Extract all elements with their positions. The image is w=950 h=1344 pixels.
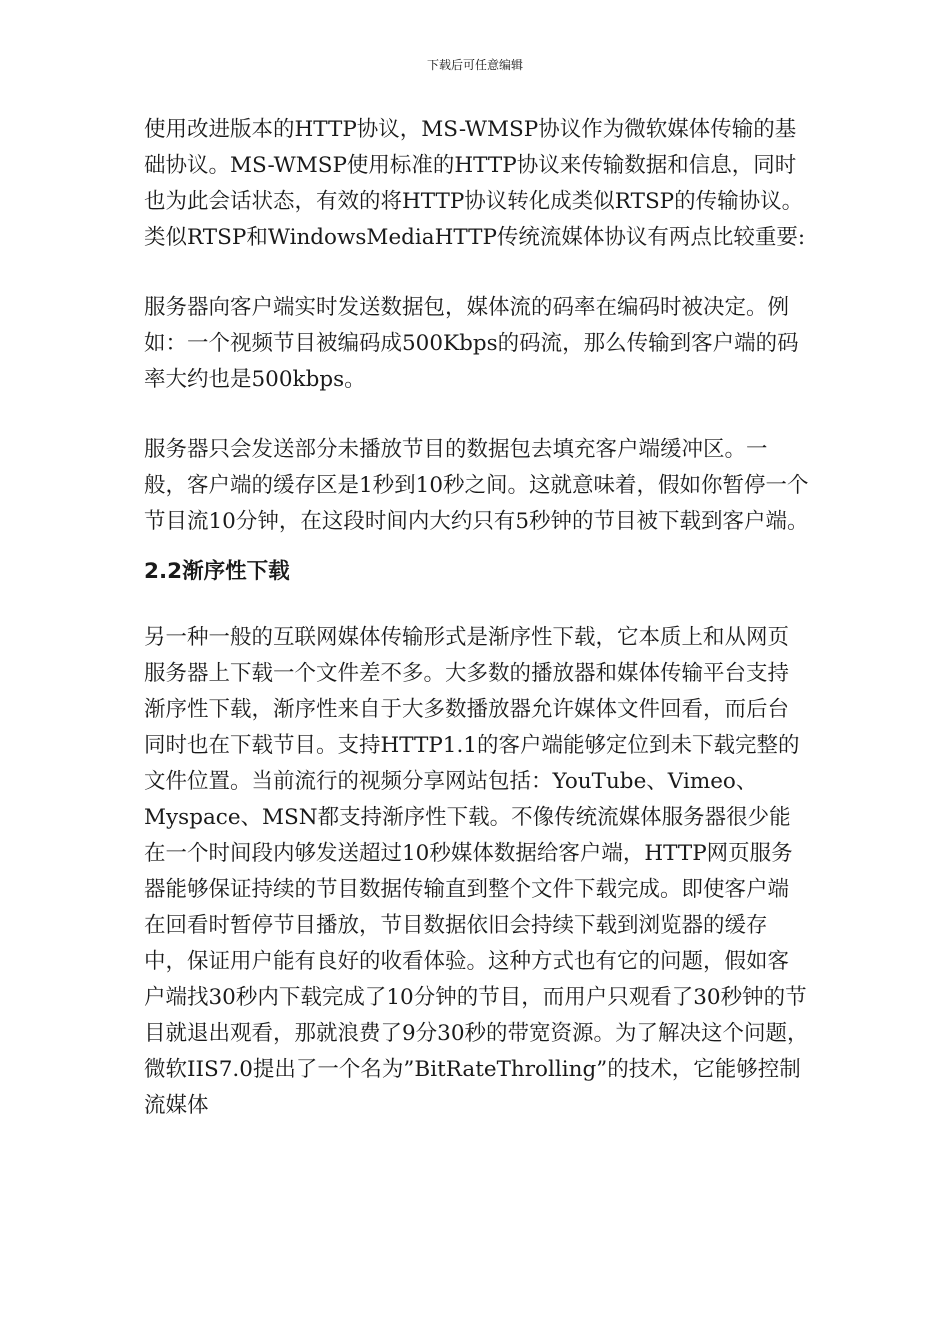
paragraph-ms-wmsp: 使用改进版本的HTTP协议，MS-WMSP协议作为微软媒体传输的基础协议。MS-WMSP使用标准的HTTP协议来传输数据和信息，同时也为此会话状态，有效的将HTTP协议转化成类似RTSP的传输协议。类似RTSP和WindowsMediaHTTP传统流媒体协议有两点比较重要:: [144, 117, 806, 250]
page-header: 下载后可任意编辑: [426, 58, 523, 72]
paragraph-spacer: [144, 256, 809, 290]
paragraph-spacer: [144, 398, 809, 432]
paragraph-realtime-sending: 服务器向客户端实时发送数据包，媒体流的码率在编码时被决定。例如：一个视频节目被编码成500Kbps的码流，那么传输到客户端的码率大约也是500kbps。: [144, 295, 799, 392]
paragraph-buffer: 服务器只会发送部分未播放节目的数据包去填充客户端缓冲区。一般，客户端的缓存区是1秒到10秒之间。这就意味着，假如你暂停一个节目流10分钟，在这段时间内大约只有5秒钟的节目被下载到客户端。: [144, 437, 809, 534]
heading-spacer: [144, 540, 809, 554]
section-heading: 2.2渐序性下载: [144, 559, 290, 584]
document-body: [144, 112, 809, 1124]
paragraph-progressive-download: 另一种一般的互联网媒体传输形式是渐序性下载，它本质上和从网页服务器上下载一个文件差不多。大多数的播放器和媒体传输平台支持渐序性下载，渐序性来自于大多数播放器允许媒体文件回看，而后台同时也在下载节目。支持HTTP1.1的客户端能够定位到未下载完整的文件位置。当前流行的视频分享网站包括：YouTube、Vimeo、Myspace、MSN都支持渐序性下载。不像传统流媒体服务器很少能在一个时间段内够发送超过10秒媒体数据给客户端，HTTP网页服务器能够保证持续的节目数据传输直到整个文件下载完成。即使客户端在回看时暂停节目播放，节目数据依旧会持续下载到浏览器的缓存中，保证用户能有良好的收看体验。这种方式也有它的问题，假如客户端找30秒内下载完成了10分钟的节目，而用户只观看了30秒钟的节目就退出观看，那就浪费了9分30秒的带宽资源。为了解决这个问题，微软IIS7.0提出了一个名为”BitRateThrolling”的技术，它能够控制流媒体: [144, 625, 809, 1118]
heading-spacer: [144, 590, 809, 620]
